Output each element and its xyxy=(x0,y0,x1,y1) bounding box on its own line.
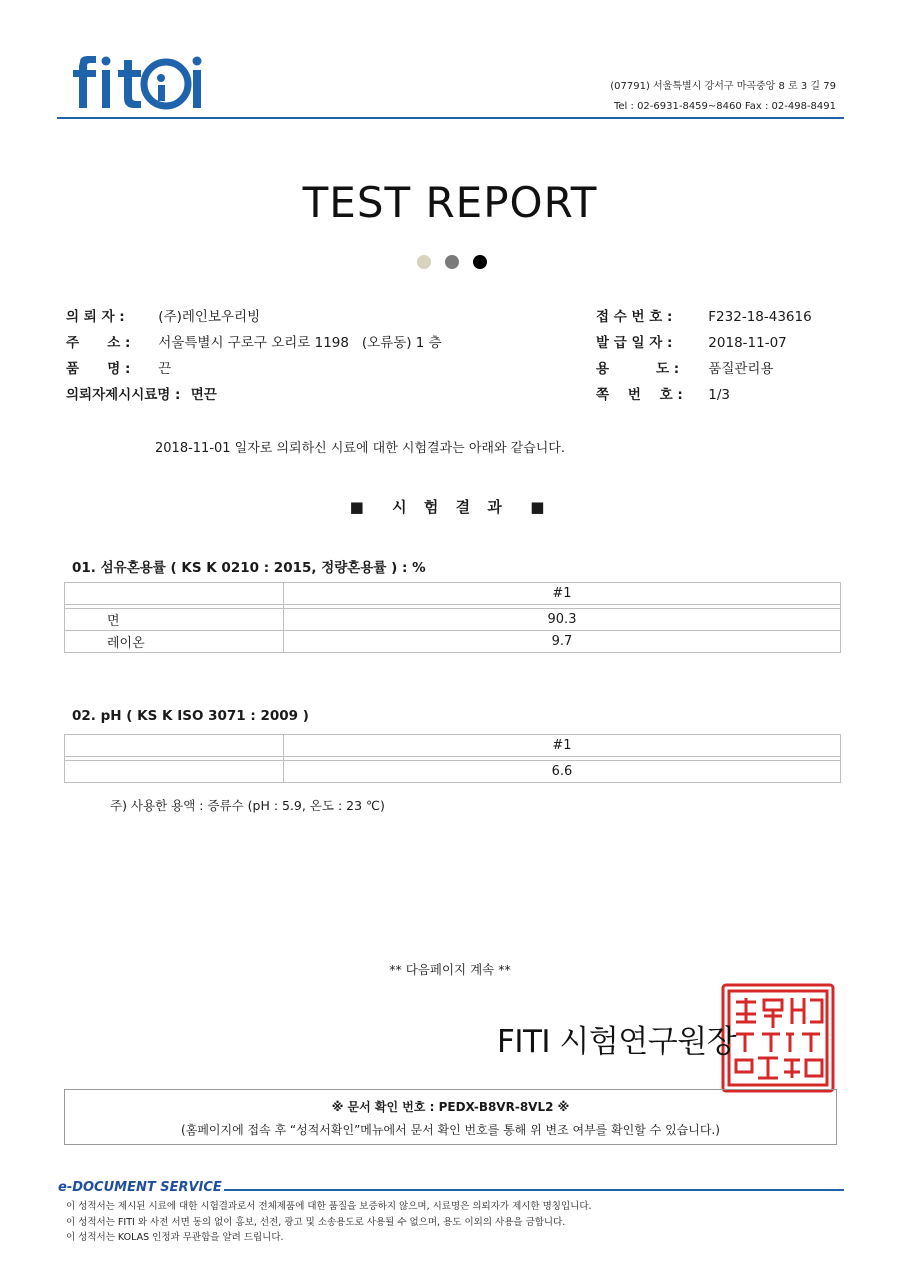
sample-row xyxy=(66,384,217,406)
official-seal-icon xyxy=(720,982,836,1094)
row-value: 90.3 xyxy=(284,609,841,631)
solution-note: 주) 사용한 용액 : 증류수 (pH : 5.9, 온도 : 23 ℃) xyxy=(110,798,385,813)
test-02-table xyxy=(64,734,841,783)
client-value: (주)레인보우리빙 xyxy=(158,309,261,325)
footer-disclaimer xyxy=(66,1199,592,1246)
issue-label: 발 급 일 자 : xyxy=(596,335,673,351)
test-02-title: 02. pH ( KS K ISO 3071 : 2009 ) xyxy=(72,708,309,724)
row-label: 레이온 xyxy=(65,631,284,653)
fiti-logo xyxy=(66,52,206,112)
receipt-row xyxy=(596,306,812,328)
receipt-label: 접 수 번 호 : xyxy=(596,309,673,325)
table-header-row xyxy=(65,583,841,605)
header-empty-cell xyxy=(65,583,284,605)
footer-line: 이 성적서는 제시된 시료에 대한 시험결과로서 전체제품에 대한 품질을 보증하지 않으며, 시료명은 의뢰자가 제시한 명칭입니다. xyxy=(66,1201,592,1212)
signature-text: FITI 시험연구원장 xyxy=(497,1024,737,1060)
header-cell: #1 xyxy=(284,735,841,757)
product-value: 끈 xyxy=(158,361,172,377)
table-row xyxy=(65,761,841,783)
footer-line: 이 성적서는 FITI 와 사전 서면 동의 없이 홍보, 선전, 광고 및 소송용도로 사용될 수 없으며, 용도 이외의 사용을 금합니다. xyxy=(66,1216,566,1228)
dot-3 xyxy=(473,255,487,269)
verification-help: (홈페이지에 접속 후 “성적서확인”메뉴에서 문서 확인 번호를 통해 위 변조 여부를 확인할 수 있습니다.) xyxy=(181,1123,720,1137)
product-row xyxy=(66,358,171,380)
intro-text: 2018-11-01 일자로 의뢰하신 시료에 대한 시험결과는 아래와 같습니다. xyxy=(155,441,566,456)
purpose-row xyxy=(596,358,774,380)
row-label: 면 xyxy=(65,609,284,631)
receipt-value: F232-18-43616 xyxy=(708,309,812,325)
table-row xyxy=(65,609,841,631)
test-01-title: 01. 섬유혼용률 ( KS K 0210 : 2015, 정량혼용률 ) : % xyxy=(72,560,426,576)
test-01-table xyxy=(64,582,841,653)
page-label: 쪽 번 호 : xyxy=(596,387,683,403)
table-row xyxy=(65,631,841,653)
table-header-row xyxy=(65,735,841,757)
address-label: 주 소 : xyxy=(66,335,131,351)
page-value: 1/3 xyxy=(708,387,731,403)
contact-line: Tel : 02-6931-8459~8460 Fax : 02-498-8491 xyxy=(614,101,836,112)
client-label: 의 뢰 자 : xyxy=(66,309,125,325)
purpose-label: 용 도 : xyxy=(596,361,680,377)
dot-1 xyxy=(417,255,431,269)
address-row xyxy=(66,332,442,354)
row-label xyxy=(65,761,284,783)
issue-value: 2018-11-07 xyxy=(708,335,787,351)
issue-row xyxy=(596,332,787,354)
sample-label: 의뢰자제시시료명 : xyxy=(66,387,181,403)
verification-box xyxy=(64,1089,837,1145)
decorative-dots xyxy=(417,255,487,271)
row-value: 6.6 xyxy=(284,761,841,783)
footer-rule xyxy=(224,1189,844,1191)
report-title: TEST REPORT xyxy=(302,178,598,227)
page-row xyxy=(596,384,730,406)
dot-2 xyxy=(445,255,459,269)
company-address xyxy=(610,77,836,117)
e-document-label: e-DOCUMENT SERVICE xyxy=(58,1180,222,1195)
footer-line: 이 성적서는 KOLAS 인정과 무관함을 알려 드립니다. xyxy=(66,1232,284,1243)
verification-code: ※ 문서 확인 번호 : PEDX-B8VR-8VL2 ※ xyxy=(331,1100,570,1114)
client-row xyxy=(66,306,260,328)
header-empty-cell xyxy=(65,735,284,757)
product-label: 품 명 : xyxy=(66,361,131,377)
sample-value: 면끈 xyxy=(190,387,217,403)
address-value: 서울특별시 구로구 오리로 1198 (오류동) 1 층 xyxy=(158,335,442,351)
address-line: (07791) 서울특별시 강서구 마곡중앙 8 로 3 길 79 xyxy=(610,81,836,92)
purpose-value: 품질관리용 xyxy=(708,361,774,377)
header-rule xyxy=(57,117,844,119)
section-heading: ■ 시 험 결 과 ■ xyxy=(349,498,551,516)
next-page-note: ** 다음페이지 계속 ** xyxy=(389,962,511,977)
header-cell: #1 xyxy=(284,583,841,605)
row-value: 9.7 xyxy=(284,631,841,653)
